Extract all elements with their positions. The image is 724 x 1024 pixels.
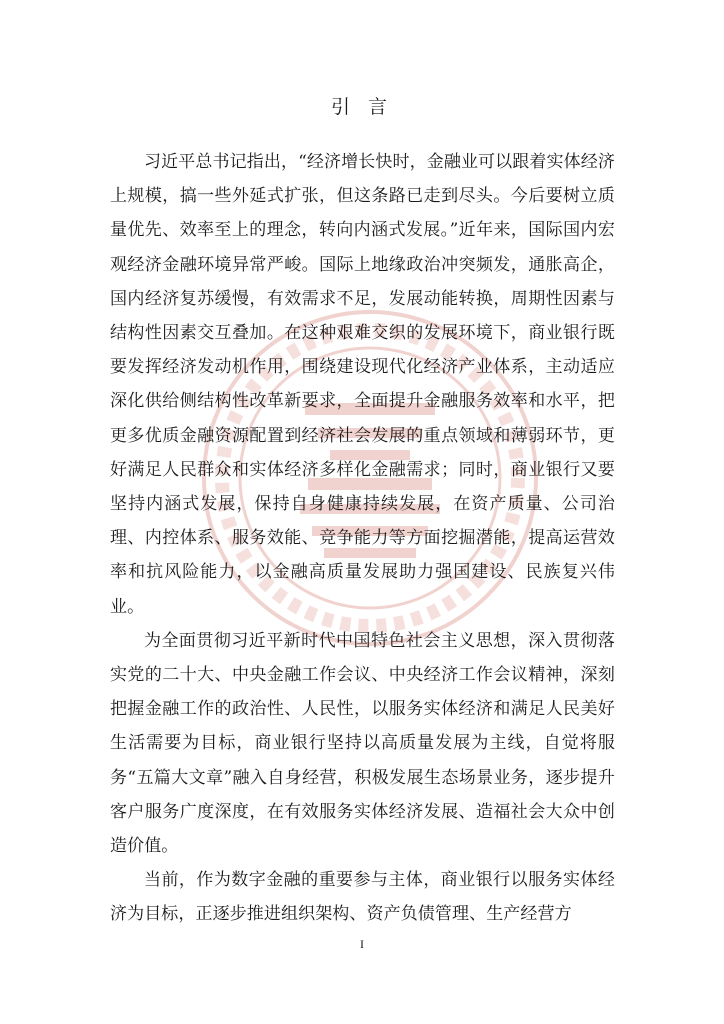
page-number: I (360, 937, 364, 951)
paragraph-1: 习近平总书记指出，“经济增长快时，金融业可以跟着实体经济上规模，搞一些外延式扩张，但这条路已走到尽头。今后要树立质量优先、效率至上的理念，转向内涵式发展。”近年来，国际国内宏观经济金融环境异常严峻。国际上地缘政治冲突频发，通胀高企，国内经济复苏缓慢，有效需求不足，发展动能转换，周期性因素与结构性因素交互叠加。在这种艰难交织的发展环境下，商业银行既要发挥经济发动机作用，围绕建设现代化经济产业体系，主动适应深化供给侧结构性改革新要求，全面提升金融服务效率和水平，把更多优质金融资源配置到经济社会发展的重点领域和薄弱环节，更好满足人民群众和实体经济多样化金融需求；同时，商业银行又要坚持内涵式发展，保持自身健康持续发展，在资产质量、公司治理、内控体系、服务效能、竞争能力等方面挖掘潜能，提高运营效率和抗风险能力，以金融高质量发展助力强国建设、民族复兴伟业。 (110, 152, 615, 617)
page-title: 引 言 (330, 96, 394, 118)
paragraph-2: 为全面贯彻习近平新时代中国特色社会主义思想，深入贯彻落实党的二十大、中央金融工作会议、中央经济工作会议精神，深刻把握金融工作的政治性、人民性，以服务实体经济和满足人民美好生活需要为目标，商业银行坚持以高质量发展为主线，自觉将服务“五篇大文章”融入自身经营，积极发展生态场景业务，逐步提升客户服务广度深度，在有效服务实体经济发展、造福社会大众中创造价值。 (110, 630, 615, 857)
paragraph-3: 当前，作为数字金融的重要参与主体，商业银行以服务实体经济为目标，正逐步推进组织架构、资产负债管理、生产经营方 (110, 870, 615, 925)
body-text (110, 145, 615, 932)
